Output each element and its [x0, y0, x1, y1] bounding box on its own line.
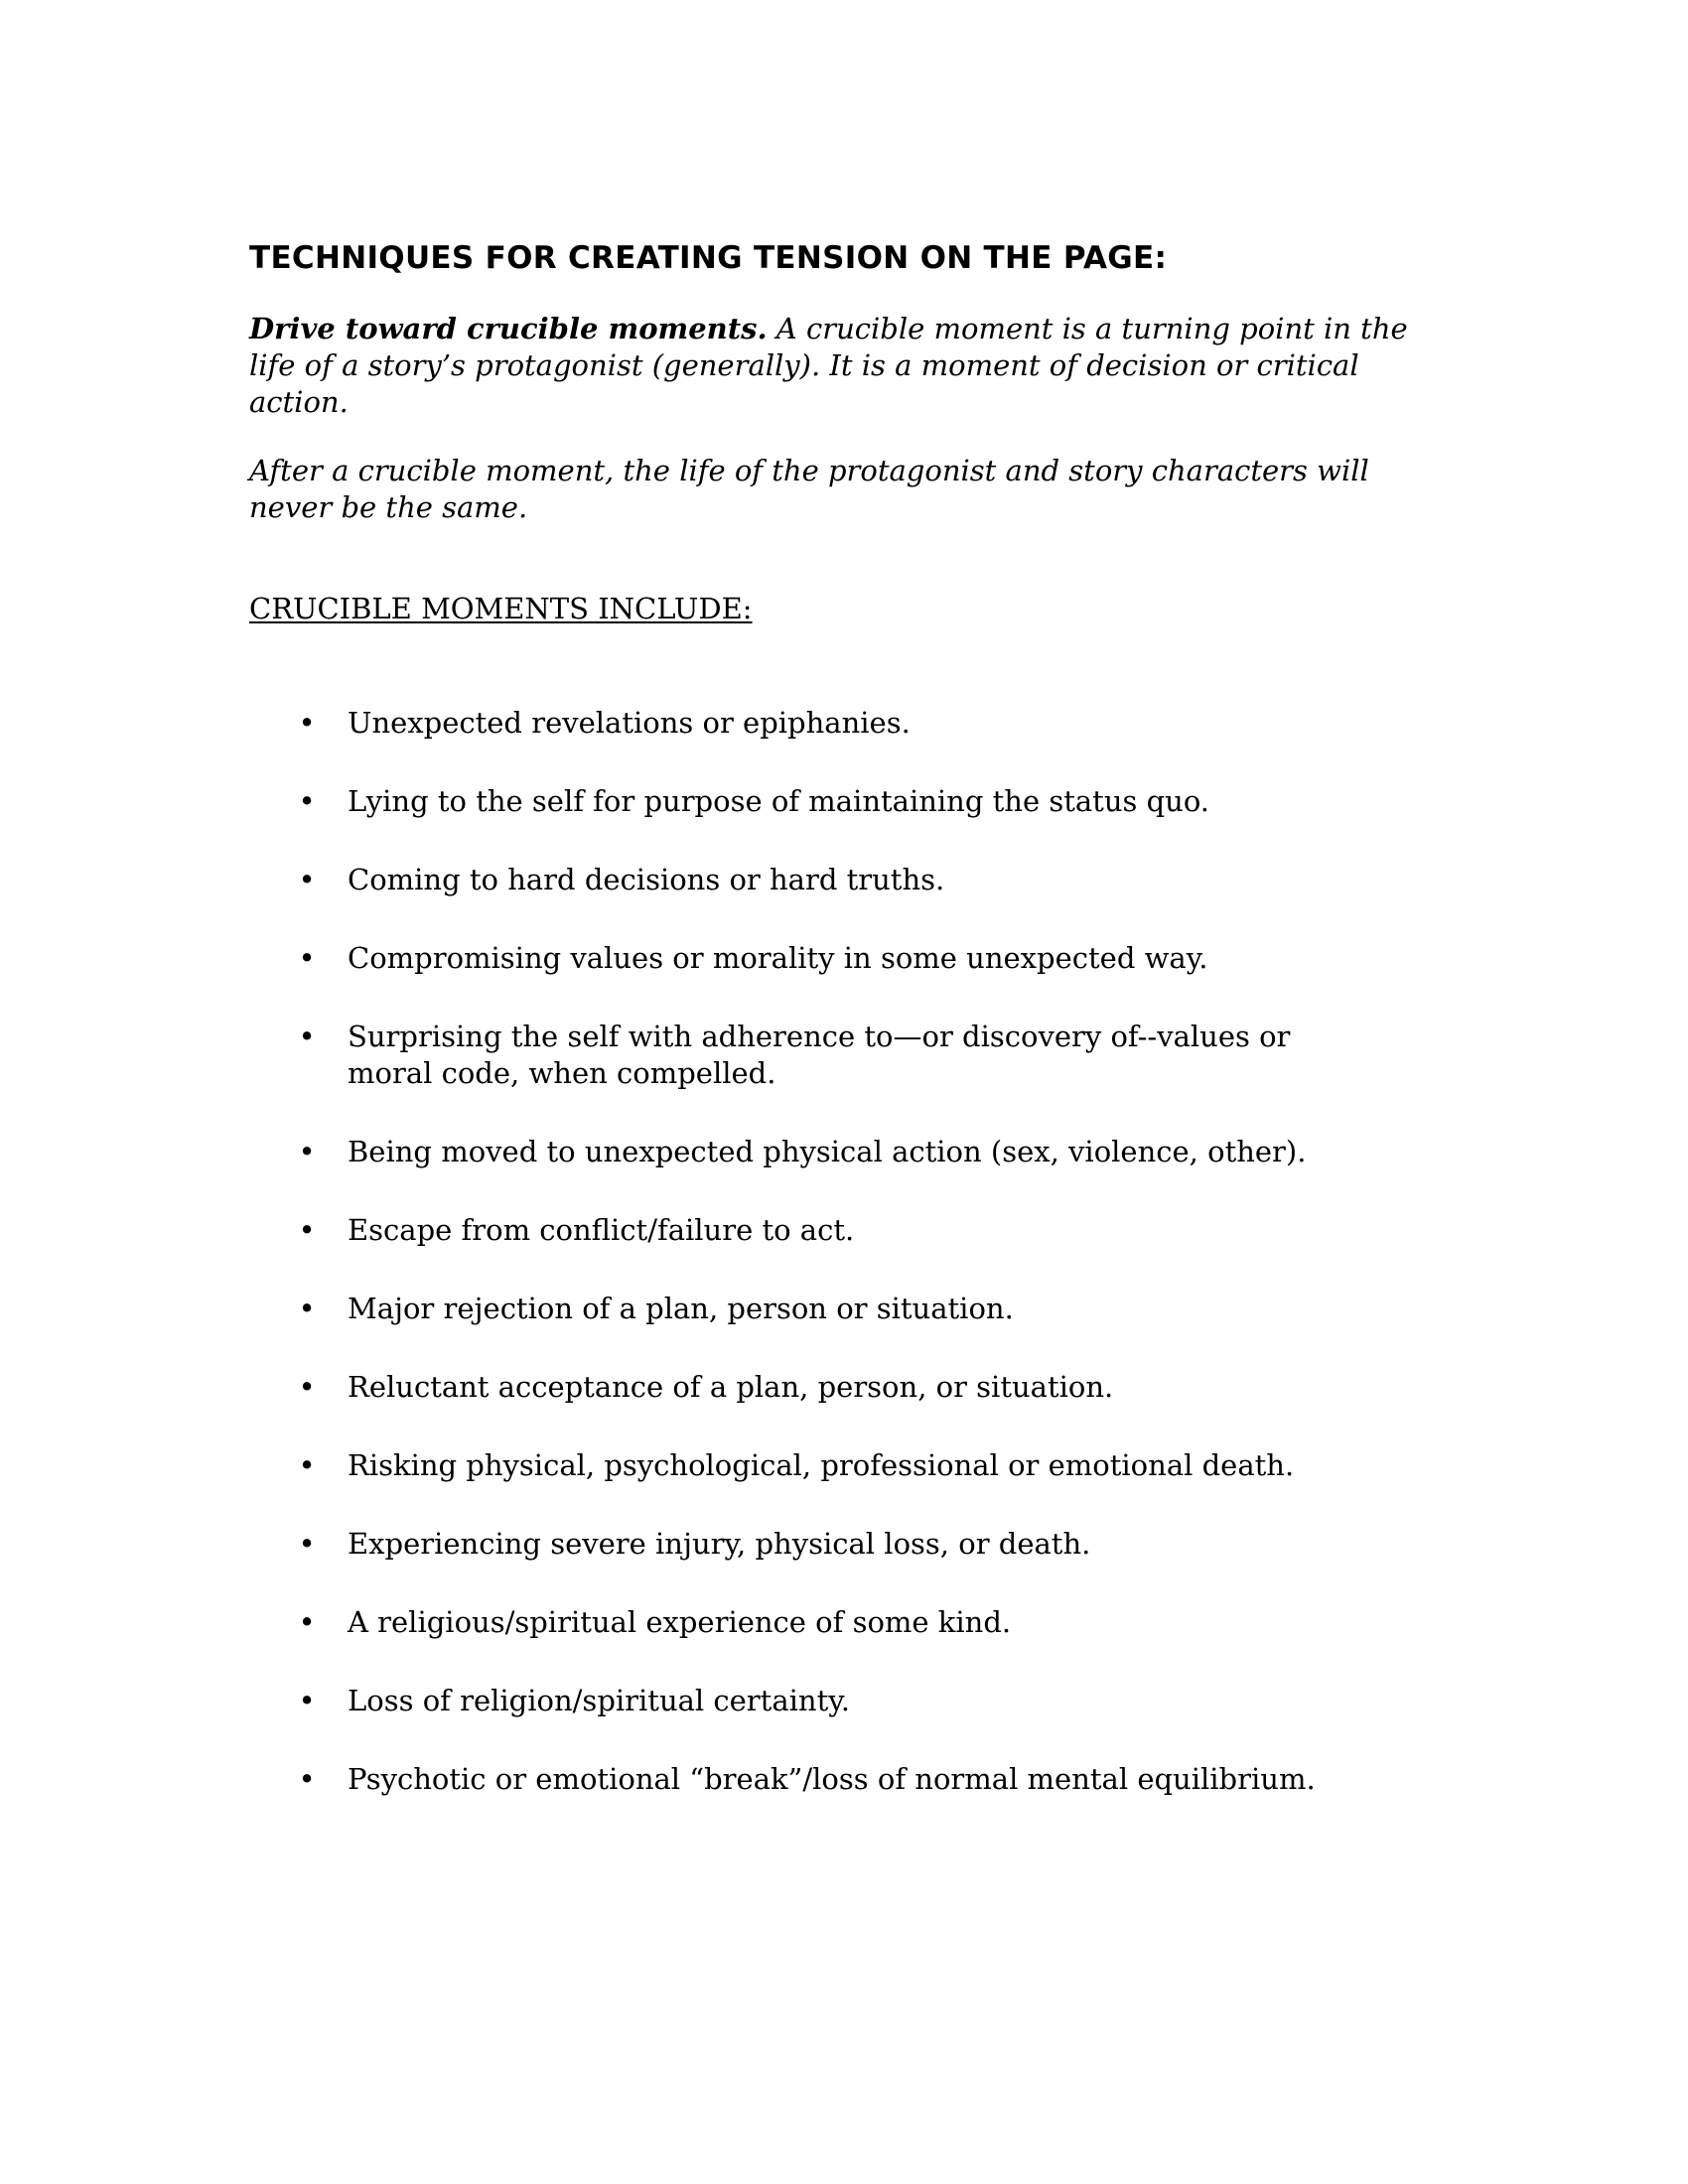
list-item-text: Unexpected revelations or epiphanies. [348, 706, 911, 740]
list-item-text: Being moved to unexpected physical action (sex, violence, other). [348, 1135, 1307, 1168]
list-item-text: Lying to the self for purpose of maintaining the status quo. [348, 784, 1210, 818]
section-heading: CRUCIBLE MOMENTS INCLUDE: [249, 592, 753, 625]
list-item-text: Risking physical, psychological, professional or emotional death. [348, 1448, 1295, 1482]
intro-text: A crucible moment is a turning point in the life of a story’s protagonist (generally). It is a moment of decision or critical action. [249, 312, 1408, 419]
bullet-icon: • [298, 1135, 316, 1168]
list-item [249, 1604, 1441, 1641]
bullet-icon: • [298, 1605, 316, 1639]
document-title: TECHNIQUES FOR CREATING TENSION ON THE PAGE: [249, 240, 1168, 276]
list-item [249, 862, 1441, 898]
list-item [249, 1369, 1441, 1406]
list-item-text: Compromising values or morality in some unexpected way. [348, 941, 1208, 975]
bullet-icon: • [298, 863, 316, 896]
list-item-text: Major rejection of a plan, person or situation. [348, 1292, 1014, 1325]
bullet-icon: • [298, 1527, 316, 1561]
crucible-moments-list [249, 705, 1441, 1798]
list-item [249, 1134, 1441, 1170]
list-item [249, 705, 1441, 742]
list-item [249, 1019, 1441, 1092]
intro-lead: Drive toward crucible moments. [249, 312, 768, 345]
bullet-icon: • [298, 1684, 316, 1717]
bullet-icon: • [298, 1762, 316, 1796]
list-item-text: A religious/spiritual experience of some kind. [348, 1605, 1012, 1639]
intro-paragraph [249, 311, 1441, 421]
list-item-text: Coming to hard decisions or hard truths. [348, 863, 945, 896]
bullet-icon: • [298, 1213, 316, 1247]
bullet-icon: • [298, 1020, 316, 1053]
list-item-text: Experiencing severe injury, physical loss, or death. [348, 1527, 1091, 1561]
list-item-text: Psychotic or emotional “break”/loss of normal mental equilibrium. [348, 1762, 1316, 1796]
list-item [249, 1526, 1441, 1563]
list-item-text: Surprising the self with adherence to—or discovery of--values or moral code, when compelled. [348, 1020, 1291, 1090]
list-item-text: Loss of religion/spiritual certainty. [348, 1684, 850, 1717]
list-item [249, 1212, 1441, 1249]
bullet-icon: • [298, 941, 316, 975]
bullet-icon: • [298, 1370, 316, 1404]
list-item-text: Reluctant acceptance of a plan, person, or situation. [348, 1370, 1114, 1404]
bullet-icon: • [298, 706, 316, 740]
page-content [249, 238, 1441, 1840]
list-item [249, 1447, 1441, 1484]
bullet-icon: • [298, 1292, 316, 1325]
intro-paragraph-2: After a crucible moment, the life of the protagonist and story characters will never be the same. [249, 454, 1369, 524]
list-item [249, 783, 1441, 820]
list-item [249, 940, 1441, 977]
list-item [249, 1761, 1441, 1798]
list-item [249, 1291, 1441, 1327]
list-item-text: Escape from conflict/failure to act. [348, 1213, 855, 1247]
list-item [249, 1683, 1441, 1719]
bullet-icon: • [298, 1448, 316, 1482]
bullet-icon: • [298, 784, 316, 818]
